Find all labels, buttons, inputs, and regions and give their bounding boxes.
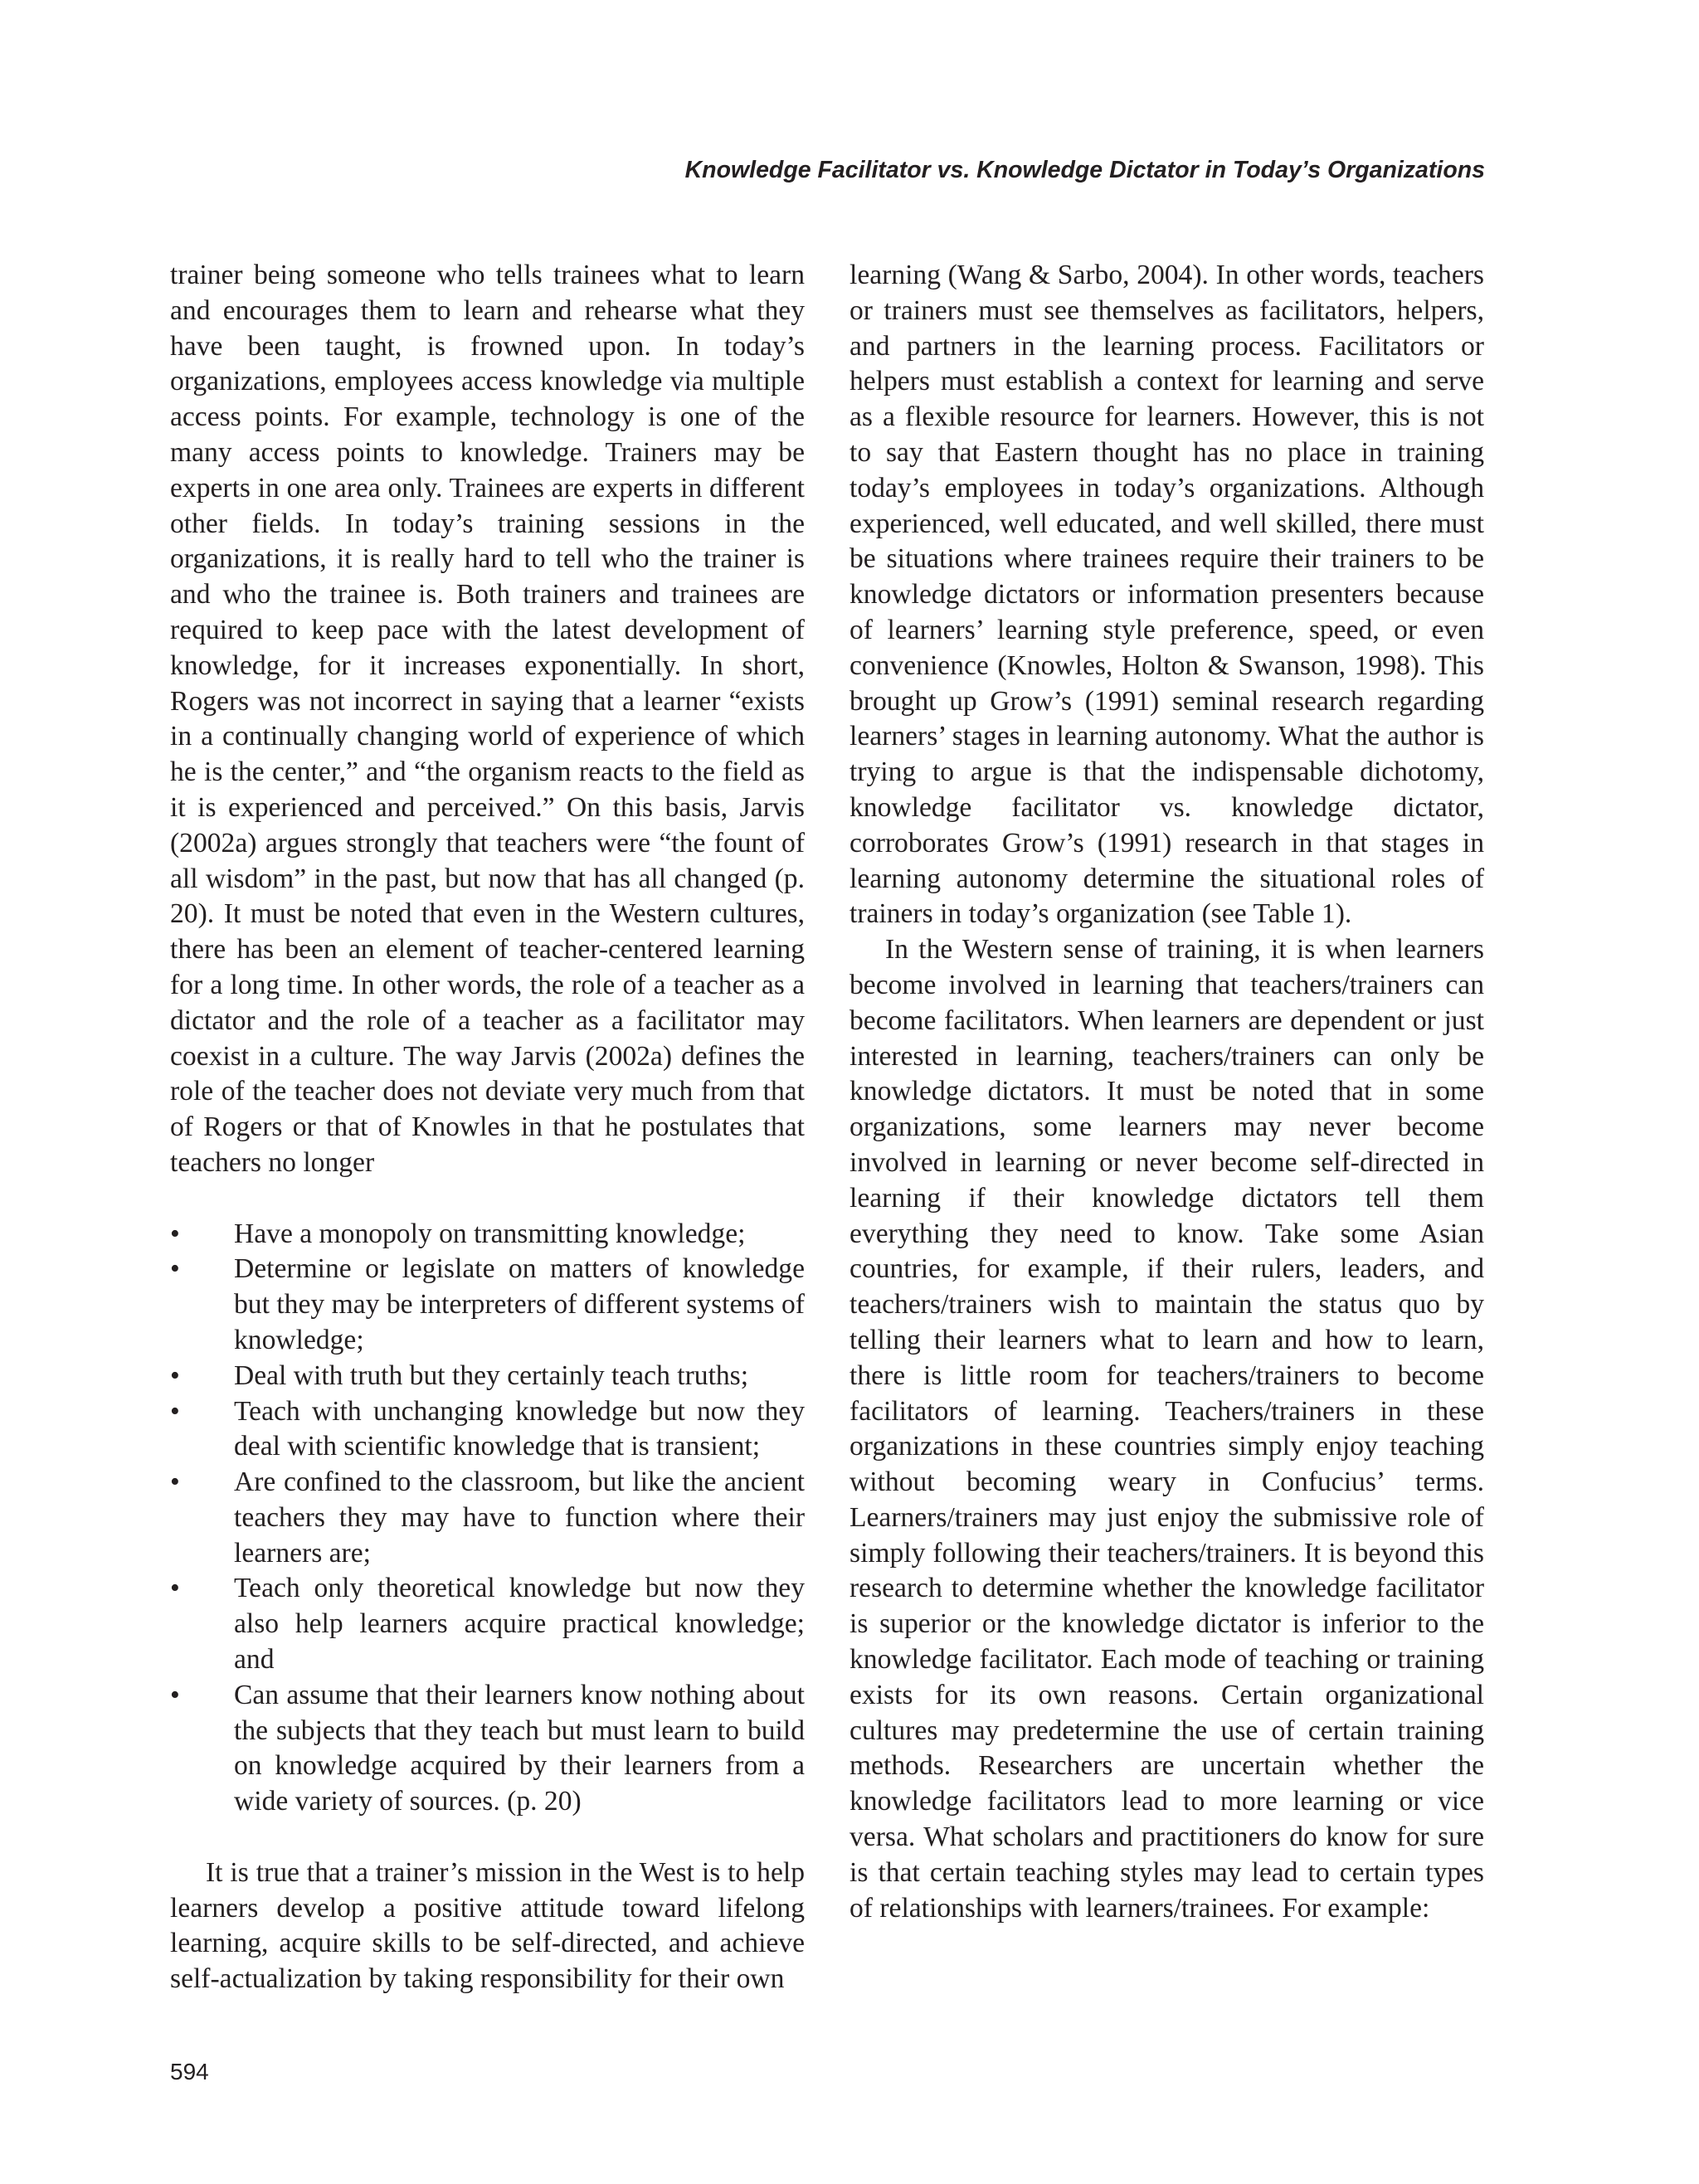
- bullet-icon: •: [170, 1467, 180, 1498]
- bullet-icon: •: [170, 1679, 180, 1710]
- bullet-item: [170, 1465, 805, 1571]
- left-paragraph-2: It is true that a trainer’s mission in the West is to help learners develop a positive attitude toward lifelong learning, acquire skills to be self-directed, and achieve self-actualization by taking responsibility for their own: [170, 1856, 805, 1995]
- bullet-text: Are confined to the classroom, but like the ancient teachers they may have to function where their learners are;: [234, 1467, 805, 1569]
- bullet-item: [170, 1571, 805, 1677]
- bullet-icon: •: [170, 1395, 180, 1427]
- bullet-text: Teach only theoretical knowledge but now they also help learners acquire practical knowledge; and: [234, 1573, 805, 1676]
- bullet-text: Can assume that their learners know nothing about the subjects that they teach but must learn to build on knowledge acquired by their learners from a wide variety of sources. (p. 20): [234, 1679, 805, 1817]
- left-column: [170, 258, 805, 1997]
- bullet-text: Determine or legislate on matters of knowledge but they may be interpreters of different systems of knowledge;: [234, 1253, 805, 1355]
- bullet-text: Have a monopoly on transmitting knowledge;: [234, 1218, 746, 1249]
- right-paragraph-2: In the Western sense of training, it is when learners become involved in learning that teachers/trainers can become facilitators. When learners are dependent or just interested in learning, teachers/trainers can only be knowledge dictators. It must be noted that in some organizations, some learners may never become involved in learning or never become self-directed in learning if their knowledge dictators tell them everything they need to know. Take some Asian countries, for example, if their rulers, leaders, and teachers/trainers wish to maintain the status quo by telling their learners what to learn and how to learn, there is little room for teachers/trainers to become facilitators of learning. Teachers/trainers in these organizations in these countries simply enjoy teaching without becoming weary in Confucius’ terms. Learners/trainers may just enjoy the submissive role of simply following their teachers/trainers. It is beyond this research to determine whether the knowledge facilitator is superior or the knowledge dictator is inferior to the knowledge facilitator. Each mode of teaching or training exists for its own reasons. Certain organizational cultures may predetermine the use of certain training methods. Researchers are uncertain whether the knowledge facilitators lead to more learning or vice versa. What scholars and practitioners do know for sure is that certain teaching styles may lead to certain types of relationships with learners/trainees. For example:: [850, 934, 1484, 1924]
- bullet-item: [170, 1678, 805, 1820]
- bullet-text: Deal with truth but they certainly teach truths;: [234, 1360, 749, 1391]
- bullet-item: [170, 1359, 805, 1394]
- bullet-list: [170, 1217, 805, 1821]
- bullet-item: [170, 1252, 805, 1358]
- left-paragraph-1: trainer being someone who tells trainees what to learn and encourages them to learn and rehearse what they have been taught, is frowned upon. In today’s organizations, employees access knowledge via multiple access points. For example, technology is one of the many access points to knowledge. Trainers may be experts in one area only. Trainees are experts in different other fields. In today’s training sessions in the organizations, it is really hard to tell who the trainer is and who the trainee is. Both trainers and trainees are required to keep pace with the latest development of knowledge, for it increases exponentially. In short, Rogers was not incorrect in saying that a learner “exists in a continually changing world of experience of which he is the center,” and “the organism reacts to the field as it is experienced and perceived.” On this basis, Jarvis (2002a) argues strongly that teachers were “the fount of all wisdom” in the past, but now that has all changed (p. 20). It must be noted that even in the Western cultures, there has been an element of teacher-centered learning for a long time. In other words, the role of a teacher as a dictator and the role of a teacher as a facilitator may coexist in a culture. The way Jarvis (2002a) defines the role of the teacher does not deviate very much from that of Rogers or that of Knowles in that he postulates that teachers no longer: [170, 260, 805, 1178]
- right-column: [850, 258, 1484, 1926]
- running-header-title: Knowledge Facilitator vs. Knowledge Dictator in Today’s Organizations: [684, 157, 1485, 183]
- bullet-icon: •: [170, 1360, 180, 1391]
- page-number: 594: [170, 2059, 209, 2084]
- bullet-icon: •: [170, 1218, 180, 1249]
- bullet-item: [170, 1394, 805, 1466]
- right-paragraph-1: learning (Wang & Sarbo, 2004). In other words, teachers or trainers must see themselves as facilitators, helpers, and partners in the learning process. Facilitators or helpers must establish a context for learning and serve as a flexible resource for learners. However, this is not to say that Eastern thought has no place in training today’s employees in today’s organizations. Although experienced, well educated, and well skilled, there must be situations where trainees require their trainers to be knowledge dictators or information presenters because of learners’ learning style preference, speed, or even convenience (Knowles, Holton & Swanson, 1998). This brought up Grow’s (1991) seminal research regarding learners’ stages in learning autonomy. What the author is trying to argue is that the indispensable dichotomy, knowledge facilitator vs. knowledge dictator, corroborates Grow’s (1991) research in that stages in learning autonomy determine the situational roles of trainers in today’s organization (see Table 1).: [850, 260, 1484, 930]
- bullet-icon: •: [170, 1573, 180, 1604]
- bullet-item: [170, 1217, 805, 1253]
- bullet-text: Teach with unchanging knowledge but now they deal with scientific knowledge that is transient;: [234, 1395, 805, 1462]
- bullet-icon: •: [170, 1253, 180, 1285]
